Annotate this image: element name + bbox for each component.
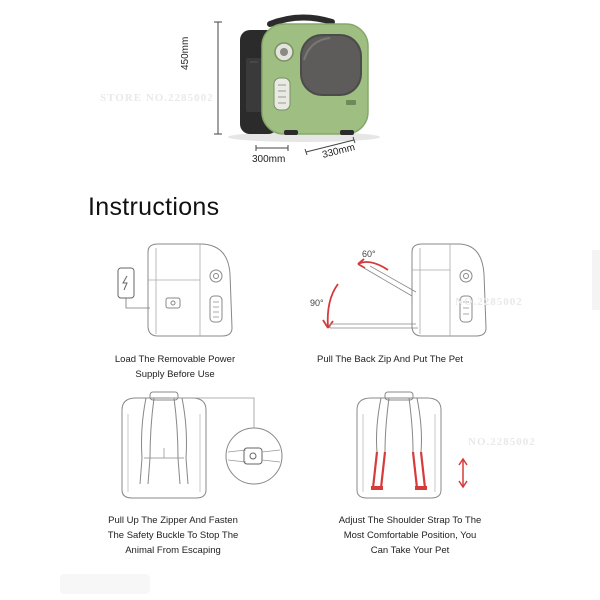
height-label: 450mm: [180, 36, 191, 70]
battery-icon: [166, 298, 180, 308]
step3-line2: The Safety Buckle To Stop The: [107, 530, 239, 541]
watermark-mid: NO.2285002: [455, 296, 523, 308]
power-bank-icon: [118, 268, 150, 308]
step4-line1: Adjust The Shoulder Strap To The: [338, 515, 482, 526]
step3-line1: Pull Up The Zipper And Fasten: [108, 515, 238, 526]
step3-illustration: [100, 388, 290, 503]
rotate-arrow-icon: [323, 259, 388, 328]
angle-90-label: 90°: [310, 298, 324, 308]
step4-line2: Most Comfortable Position, You: [343, 530, 477, 541]
step4-illustration: [345, 388, 485, 503]
step4-line3: Can Take Your Pet: [370, 545, 450, 556]
step1-illustration: [100, 240, 250, 345]
width-label: 300mm: [252, 154, 286, 165]
right-edge-shadow: [592, 250, 600, 310]
step1-line2: Supply Before Use: [135, 369, 215, 380]
buckle-icon: [226, 428, 282, 484]
angle-60-label: 60°: [362, 249, 376, 259]
step2-line1: Pull The Back Zip And Put The Pet: [317, 354, 463, 365]
step3-line3: Animal From Escaping: [125, 545, 221, 556]
watermark-lower: NO.2285002: [468, 436, 536, 448]
step3-caption: [88, 513, 258, 558]
step2-caption: [300, 352, 480, 367]
step1-caption: [90, 352, 260, 382]
bottom-left-shadow: [60, 574, 150, 594]
product-photo: [0, 0, 600, 180]
depth-label: 330mm: [321, 142, 357, 161]
watermark-top: STORE NO.2285002: [100, 92, 214, 104]
step1-line1: Load The Removable Power: [114, 354, 236, 365]
step2-illustration: [300, 240, 500, 345]
step4-caption: [315, 513, 505, 558]
adjust-arrow-icon: [459, 459, 467, 487]
page-title: Instructions: [88, 193, 220, 221]
